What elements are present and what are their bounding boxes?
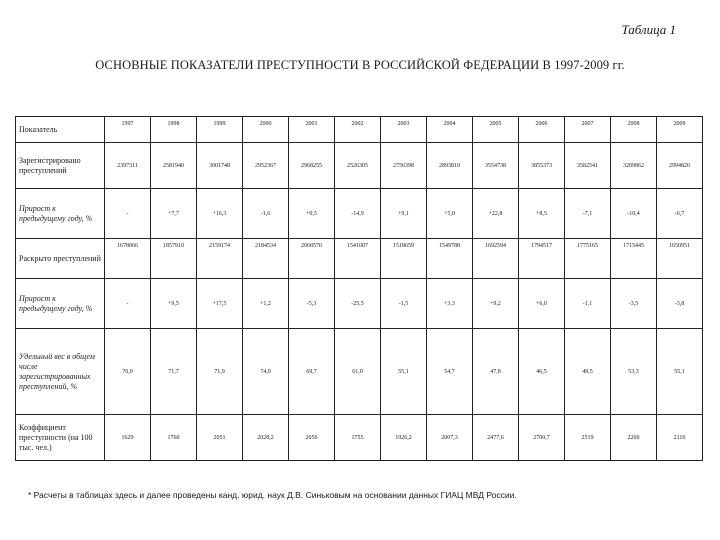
table-cell: 1549788	[427, 239, 473, 279]
table-cell: 1760	[151, 415, 197, 461]
table-cell: -1,5	[381, 279, 427, 329]
table-cell: -	[105, 279, 151, 329]
row-label: Зарегистрировано преступлений	[16, 143, 105, 189]
table-cell: 3855373	[519, 143, 565, 189]
table-cell: +8,5	[519, 189, 565, 239]
crime-statistics-table	[15, 116, 703, 461]
table-cell: 69,7	[289, 329, 335, 415]
table-cell: +22,8	[473, 189, 519, 239]
header-year: 2002	[335, 117, 381, 143]
table-cell: +0,5	[289, 189, 335, 239]
table-cell: -10,4	[611, 189, 657, 239]
table-cell: 2397311	[105, 143, 151, 189]
table-cell: 1775165	[565, 239, 611, 279]
table-cell: -6,7	[657, 189, 703, 239]
table-cell: 1629	[105, 415, 151, 461]
row-label: Удельный вес в общем числе зарегистрированных преступлений, %	[16, 329, 105, 415]
table-cell: -14,9	[335, 189, 381, 239]
table-cell: 1518659	[381, 239, 427, 279]
table-cell: 2260	[611, 415, 657, 461]
table-cell: -1,1	[565, 279, 611, 329]
table-row	[16, 279, 703, 329]
header-label: Показатель	[16, 117, 105, 143]
table-cell: 2184534	[243, 239, 289, 279]
table-cell: 61,0	[335, 329, 381, 415]
table-row	[16, 143, 703, 189]
table-cell: 2110	[657, 415, 703, 461]
table-cell: 2050	[289, 415, 335, 461]
header-year: 1997	[105, 117, 151, 143]
table-cell: 2159174	[197, 239, 243, 279]
table-cell: 2028,2	[243, 415, 289, 461]
table-cell: +3,3	[427, 279, 473, 329]
table-cell: 71,7	[151, 329, 197, 415]
table-cell: 71,9	[197, 329, 243, 415]
table-cell: 2756398	[381, 143, 427, 189]
table-cell: +6,0	[519, 279, 565, 329]
table-cell: 1926,2	[381, 415, 427, 461]
table-cell: +9,1	[381, 189, 427, 239]
table-cell: 3554738	[473, 143, 519, 189]
header-year: 2009	[657, 117, 703, 143]
header-year: 1999	[197, 117, 243, 143]
table-cell: 1857910	[151, 239, 197, 279]
table-cell: 1541007	[335, 239, 381, 279]
header-year: 2005	[473, 117, 519, 143]
table-cell: +16,3	[197, 189, 243, 239]
table-cell: 1715445	[611, 239, 657, 279]
table-cell: 3209862	[611, 143, 657, 189]
table-cell: 3001748	[197, 143, 243, 189]
table-cell: 53,3	[611, 329, 657, 415]
table-row	[16, 189, 703, 239]
header-year: 2001	[289, 117, 335, 143]
table-cell: 2968255	[289, 143, 335, 189]
table-cell: +17,5	[197, 279, 243, 329]
table-cell: -7,1	[565, 189, 611, 239]
table-cell: -3,8	[657, 279, 703, 329]
table-cell: 1692594	[473, 239, 519, 279]
table-cell: 2519	[565, 415, 611, 461]
table-row	[16, 239, 703, 279]
table-cell: 70,0	[105, 329, 151, 415]
table-cell: 55,1	[657, 329, 703, 415]
table-cell: 2068570	[289, 239, 335, 279]
table-cell: 74,0	[243, 329, 289, 415]
table-cell: -1,6	[243, 189, 289, 239]
table-cell: 2952367	[243, 143, 289, 189]
table-cell: 2893810	[427, 143, 473, 189]
table-cell: 3582541	[565, 143, 611, 189]
table-cell: 54,7	[427, 329, 473, 415]
table-cell: 2700,7	[519, 415, 565, 461]
table-cell: 46,5	[519, 329, 565, 415]
table-cell: +5,0	[427, 189, 473, 239]
row-label: Прирост к предыдущему году, %	[16, 279, 105, 329]
table-cell: 2994820	[657, 143, 703, 189]
table-cell: -	[105, 189, 151, 239]
footnote: * Расчеты в таблицах здесь и далее проведены канд. юрид. наук Д.В. Синьковым на основании данных ГИАЦ МВД России.	[28, 490, 517, 500]
table-number: Таблица 1	[621, 22, 676, 37]
header-year: 2008	[611, 117, 657, 143]
header-year: 2007	[565, 117, 611, 143]
row-label: Раскрыто преступлений	[16, 239, 105, 279]
table-cell: 1678066	[105, 239, 151, 279]
header-year: 2006	[519, 117, 565, 143]
table-cell: 2007,3	[427, 415, 473, 461]
table-cell: +1,2	[243, 279, 289, 329]
table-cell: -5,3	[289, 279, 335, 329]
table-cell: 2477,6	[473, 415, 519, 461]
table-cell: 55,1	[381, 329, 427, 415]
header-year: 2004	[427, 117, 473, 143]
table-row	[16, 329, 703, 415]
table-cell: +9,2	[473, 279, 519, 329]
table-cell: +9,5	[151, 279, 197, 329]
document-title: ОСНОВНЫЕ ПОКАЗАТЕЛИ ПРЕСТУПНОСТИ В РОССИЙСКОЙ ФЕДЕРАЦИИ В 1997-2009 гг.	[95, 58, 625, 72]
table-cell: 1650951	[657, 239, 703, 279]
row-label: Прирост к предыдущему году, %	[16, 189, 105, 239]
table-cell: 2581940	[151, 143, 197, 189]
table-cell: +7,7	[151, 189, 197, 239]
table-cell: -3,5	[611, 279, 657, 329]
table-row	[16, 415, 703, 461]
table-cell: 2526305	[335, 143, 381, 189]
table-cell: -25,5	[335, 279, 381, 329]
table-cell: 1794517	[519, 239, 565, 279]
header-year: 1998	[151, 117, 197, 143]
table-cell: 47,8	[473, 329, 519, 415]
table-cell: 49,5	[565, 329, 611, 415]
table-cell: 2051	[197, 415, 243, 461]
header-year: 2000	[243, 117, 289, 143]
header-year: 2003	[381, 117, 427, 143]
table-cell: 1755	[335, 415, 381, 461]
table-header-row	[16, 117, 703, 143]
row-label: Коэффициент преступности (на 100 тыс. чел.)	[16, 415, 105, 461]
